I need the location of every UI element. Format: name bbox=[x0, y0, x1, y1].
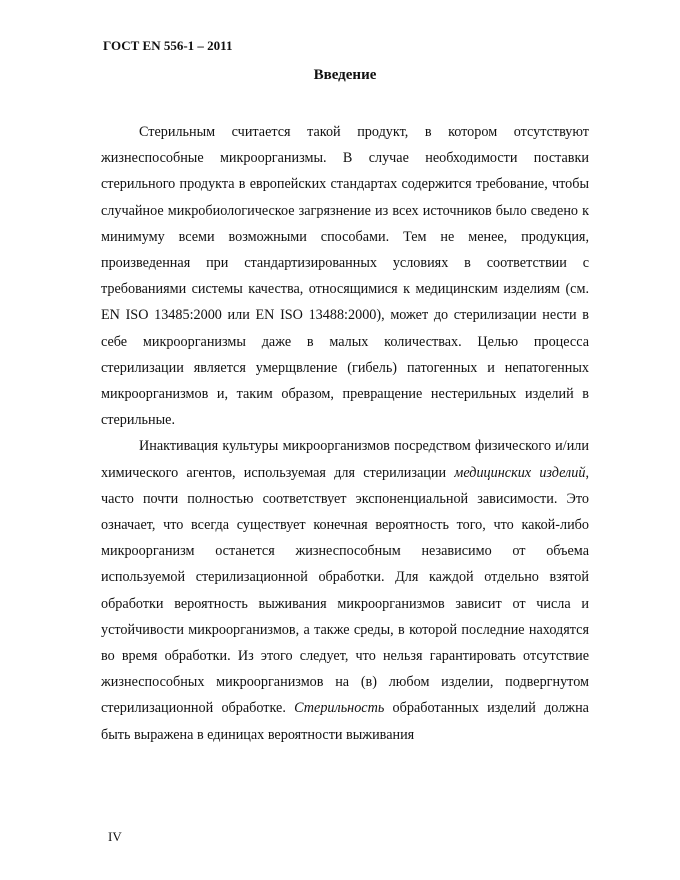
italic-term-medical-devices: медицинских изделий bbox=[454, 464, 586, 481]
standard-header: ГОСТ EN 556-1 – 2011 bbox=[103, 38, 233, 53]
paragraph-2-part-1: Инактивация культуры микроорганизмов посредством физического и/или химического агентов, используемая для стерилизации bbox=[101, 438, 589, 481]
paragraph-1: Стерильным считается такой продукт, в котором отсутствуют жизнеспособные микроорганизмы. В случае необходимости поставки стерильного продукта в европейских стандартах содержится требование, чтобы случайное микробиологическое загрязнение из всех источников было сведено к минимуму всеми возможными способами. Тем не менее, продукция, произведенная при стандартизированных условиях в соответствии с требованиями системы качества, относящимися к медицинским изделиям (см. EN ISO 13485:2000 или EN ISO 13488:2000), может до стерилизации нести в себе микроорганизмы даже в малых количествах. Целью процесса стерилизации является умерщвление (гибель) патогенных и непатогенных микроорганизмов и, таким образом, превращение нестерильных изделий в стерильные. bbox=[101, 124, 589, 429]
page-number: IV bbox=[108, 829, 122, 844]
paragraph-2 bbox=[101, 433, 589, 747]
section-title: Введение bbox=[313, 67, 377, 83]
body-text bbox=[101, 119, 589, 748]
italic-term-sterility: Стерильность bbox=[294, 700, 385, 717]
paragraph-2-part-2: , часто почти полностью соответствует экспоненциальной зависимости. Это означает, что всегда существует конечная вероятность того, что какой-либо микроорганизм останется жизнеспособным независимо от объема используемой стерилизационной обработки. Для каждой отдельно взятой обработки вероятность выживания микроорганизмов зависит от числа и устойчивости микроорганизмов, а также среды, в которой последние находятся во время обработки. Из этого следует, что нельзя гарантировать отсутствие жизнеспособных микроорганизмов на (в) любом изделии, подвергнутом стерилизационной обработке. bbox=[101, 464, 589, 717]
paragraph-2-part-3: обработанных изделий должна быть выражена в единицах вероятности выживания bbox=[101, 700, 589, 743]
